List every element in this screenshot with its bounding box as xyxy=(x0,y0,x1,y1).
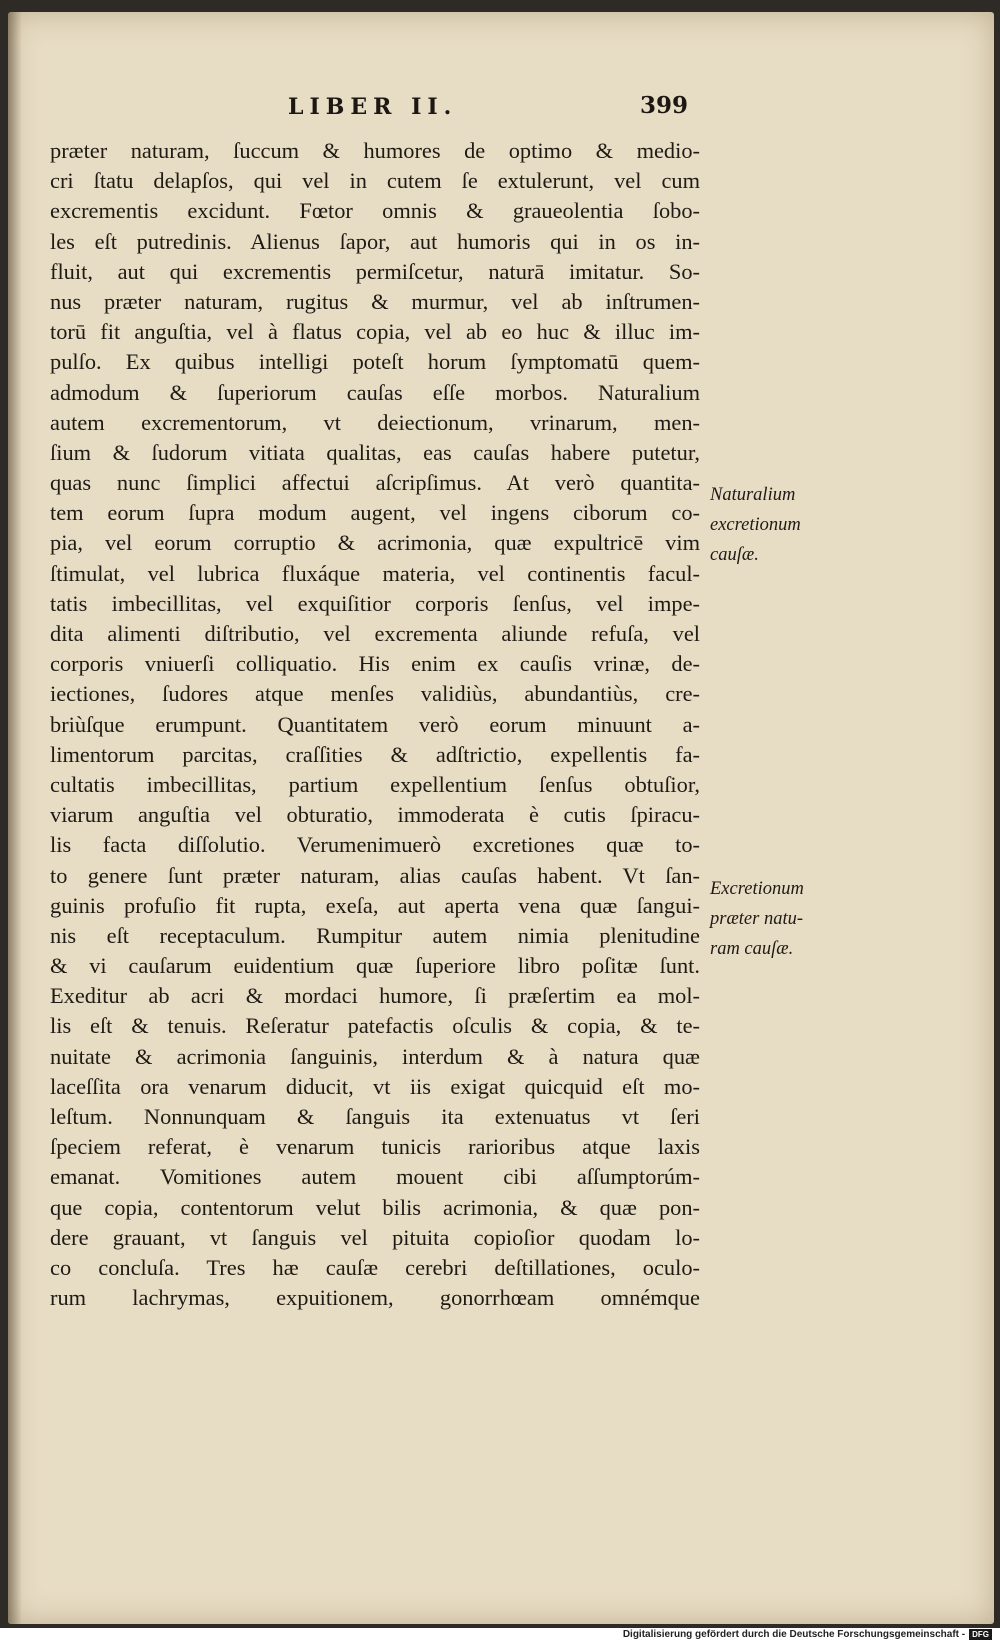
text-line: briùſque erumpunt. Quantitatem verò eorum minuunt a- xyxy=(50,711,700,737)
text-line: laceſſita ora venarum diducit, vt iis exigat quicquid eſt mo- xyxy=(50,1073,700,1099)
margin-note-line: excretionum xyxy=(710,515,801,535)
book-page xyxy=(8,12,994,1624)
text-line: præter naturam, ſuccum & humores de optimo & medio- xyxy=(50,138,700,163)
text-line: excrementis excidunt. Fœtor omnis & graueolentia ſobo- xyxy=(50,198,700,224)
text-line: guinis profuſio fit rupta, exeſa, aut aperta vena quæ ſangui- xyxy=(50,892,700,918)
text-line: to genere ſunt præter naturam, alias cauſas habent. Vt ſan- xyxy=(50,862,700,888)
page-gutter-shadow xyxy=(8,12,22,1624)
margin-note-line: ram cauſæ. xyxy=(710,939,794,959)
text-line: Exeditur ab acri & mordaci humore, ſi præſertim ea mol- xyxy=(50,983,700,1009)
text-line: dere grauant, vt ſanguis vel pituita copioſior quodam lo- xyxy=(50,1224,700,1250)
body-text xyxy=(50,136,700,1313)
text-line: torū fit anguſtia, vel à flatus copia, vel ab eo huc & illuc im- xyxy=(50,319,700,345)
margin-note-line: præter natu- xyxy=(710,909,804,929)
text-line: tem eorum ſupra modum augent, vel ingens ciborum co- xyxy=(50,500,700,526)
text-line: emanat. Vomitiones autem mouent cibi aſſumptorúm- xyxy=(50,1164,700,1190)
text-line: nuitate & acrimonia ſanguinis, interdum & à natura quæ xyxy=(50,1043,700,1069)
text-line: limentorum parcitas, craſſities & adſtrictio, expellentis fa- xyxy=(50,741,700,767)
text-line: rum lachrymas, expuitionem, gonorrhœam omnémque xyxy=(50,1285,700,1311)
digitization-footer xyxy=(623,1628,992,1640)
text-line: que copia, contentorum velut bilis acrimonia, & quæ pon- xyxy=(50,1194,700,1220)
text-line: viarum anguſtia vel obturatio, immoderata è cutis ſpiracu- xyxy=(50,802,700,828)
text-line: nis eſt receptaculum. Rumpitur autem nimia plenitudine xyxy=(50,922,700,948)
page-number: 399 xyxy=(640,92,689,119)
text-line: fluit, aut qui excrementis permiſcetur, naturā imitatur. So- xyxy=(50,258,700,284)
text-line: cultatis imbecillitas, partium expellentium ſenſus obtuſior, xyxy=(50,771,700,797)
dfg-logo: DFG xyxy=(969,1629,992,1640)
text-line: & vi cauſarum euidentium quæ ſuperiore libro poſitæ ſunt. xyxy=(50,953,700,979)
text-line: ſium & ſudorum vitiata qualitas, eas cauſas habere putetur, xyxy=(50,439,700,465)
text-line: nus præter naturam, rugitus & murmur, vel ab inſtrumen- xyxy=(50,288,700,314)
text-line: dita alimenti diſtributio, vel excrementa aliunde refuſa, vel xyxy=(50,621,700,646)
digitization-credit: Digitalisierung gefördert durch die Deutsche Forschungsgemeinschaft - xyxy=(622,1628,966,1640)
text-line: autem excrementorum, vt deiectionum, vrinarum, men- xyxy=(50,409,700,435)
text-line: admodum & ſuperiorum cauſas eſſe morbos. Naturalium xyxy=(50,379,700,405)
text-line: lis facta diſſolutio. Verumenimuerò excretiones quæ to- xyxy=(50,832,700,858)
running-head: LIBER II. xyxy=(288,94,458,120)
margin-note-line: Naturalium xyxy=(710,485,796,505)
text-line: lis eſt & tenuis. Reſeratur patefactis oſculis & copia, & te- xyxy=(50,1013,700,1039)
text-line: cri ſtatu delapſos, qui vel in cutem ſe extulerunt, vel cum xyxy=(50,168,700,194)
text-line: les eſt putredinis. Alienus ſapor, aut humoris qui in os in- xyxy=(50,228,700,254)
text-line: corporis vniuerſi colliquatio. His enim ex cauſis vrinæ, de- xyxy=(50,651,700,677)
text-line: leſtum. Nonnunquam & ſanguis ita extenuatus vt ſeri xyxy=(50,1104,700,1129)
text-line: pia, vel eorum corruptio & acrimonia, quæ expultricē vim xyxy=(50,530,700,556)
text-line: pulſo. Ex quibus intelligi poteſt horum ſymptomatū quem- xyxy=(50,349,700,375)
text-line: ſtimulat, vel lubrica fluxáque materia, vel continentis facul- xyxy=(50,560,700,586)
margin-note-natural-excretions xyxy=(710,480,860,570)
margin-note-line: cauſæ. xyxy=(710,545,759,565)
text-line: iectiones, ſudores atque menſes validiùs, abundantiùs, cre- xyxy=(50,681,700,707)
margin-note-unnatural-excretions xyxy=(710,874,860,964)
text-line: co concluſa. Tres hæ cauſæ cerebri deſtillationes, oculo- xyxy=(50,1254,700,1280)
text-line: quas nunc ſimplici affectui aſcripſimus. At verò quantita- xyxy=(50,470,700,496)
text-line: ſpeciem referat, è venarum tunicis rarioribus atque laxis xyxy=(50,1134,700,1160)
margin-note-line: Excretionum xyxy=(710,879,804,899)
page-header xyxy=(8,94,994,128)
text-line: tatis imbecillitas, vel exquiſitior corporis ſenſus, vel impe- xyxy=(50,590,700,616)
